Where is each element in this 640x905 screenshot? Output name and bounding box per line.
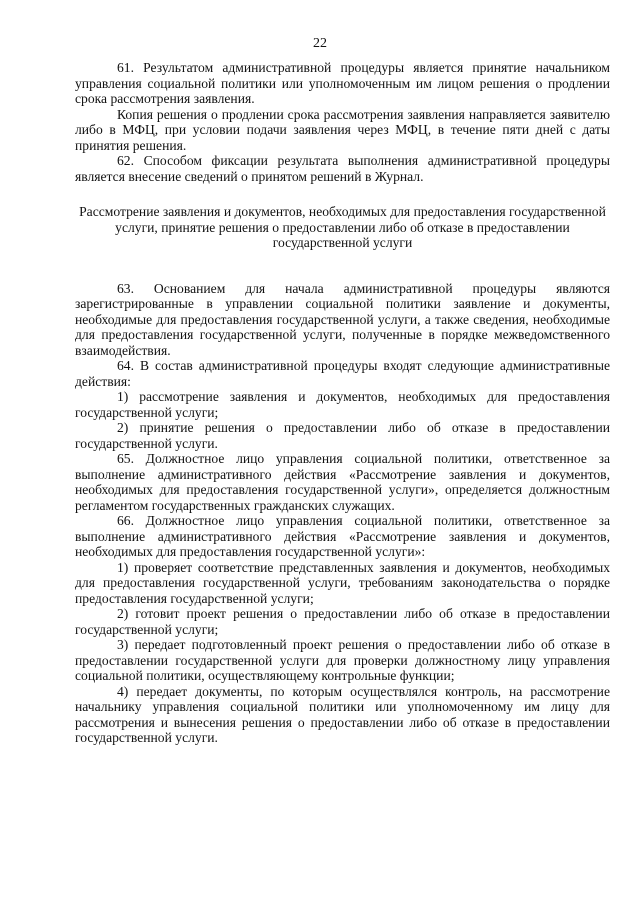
section-heading: Рассмотрение заявления и документов, необходимых для предоставления государственной услуги, принятие решения о предоставлении либо об отказе в предоставлении государственной услуги (79, 204, 606, 250)
document-body (75, 60, 610, 746)
paragraph-61-copy: Копия решения о продлении срока рассмотрения заявления направляется заявителю либо в МФЦ, при условии подачи заявления через МФЦ, в течение пяти дней с даты принятия решения. (75, 106, 610, 153)
page-number: 22 (313, 36, 327, 51)
paragraph-61: 61. Результатом административной процедуры является принятие начальником управления социальной политики или уполномоченным им лицом решения о продлении срока рассмотрения заявления. (75, 60, 610, 106)
paragraph-64-item-2: 2) принятие решения о предоставлении либо об отказе в предоставлении государственной услуги. (75, 420, 610, 451)
paragraph-66-item-4: 4) передает документы, по которым осуществлялся контроль, на рассмотрение начальнику управления социальной политики или уполномоченному им лицу для рассмотрения и вынесения решения о предоставлении либо об отказе в предоставлении государственной услуги. (75, 683, 610, 745)
paragraph-66-item-1: 1) проверяет соответствие представленных заявления и документов, необходимых для предоставления государственной услуги, требованиям законодательства о порядке предоставления государственной услуги; (75, 559, 610, 606)
paragraph-66-item-3: 3) передает подготовленный проект решения о предоставлении либо об отказе в предоставлении государственной услуги для проверки должностному лицу управления социальной политики, осуществляющему контрольные функции; (75, 637, 610, 683)
paragraph-66: 66. Должностное лицо управления социальной политики, ответственное за выполнение административного действия «Рассмотрение заявления и документов, необходимых для предоставления государственной услуги»: (75, 513, 610, 559)
paragraph-62: 62. Способом фиксации результата выполнения административной процедуры является внесение сведений о принятом решений в Журнал. (75, 153, 610, 184)
paragraph-65: 65. Должностное лицо управления социальной политики, ответственное за выполнение административного действия «Рассмотрение заявления и документов, необходимых для предоставления государственной услуги», определяется должностным регламентом государственных гражданских служащих. (75, 451, 610, 513)
paragraph-64-item-1: 1) рассмотрение заявления и документов, необходимых для предоставления государственной услуги; (75, 389, 610, 420)
paragraph-63: 63. Основанием для начала административной процедуры являются зарегистрированные в управлении социальной политики заявление и документы, необходимые для предоставления государственной услуги, а также сведения, необходимые для предоставления государственной услуги, полученные в порядке межведомственного взаимодействия. (75, 280, 610, 358)
paragraph-66-item-2: 2) готовит проект решения о предоставлении либо об отказе в предоставлении государственной услуги; (75, 606, 610, 637)
paragraph-64: 64. В состав административной процедуры входят следующие административные действия: (75, 358, 610, 389)
